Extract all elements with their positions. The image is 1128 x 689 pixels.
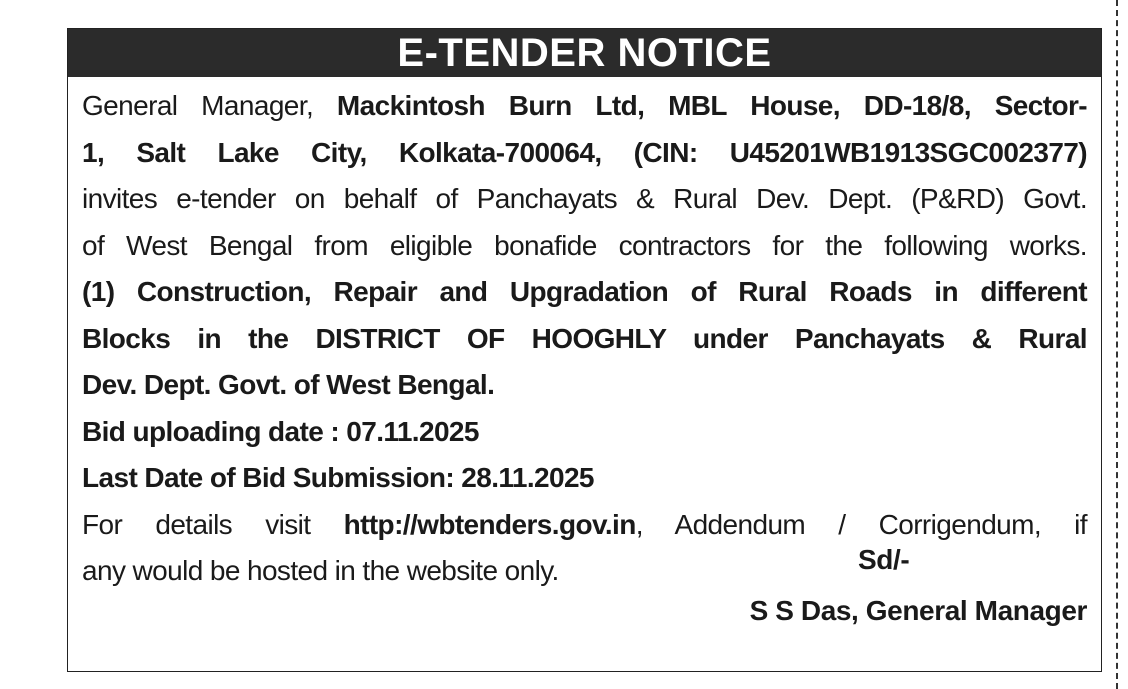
- invite-line-2: of West Bengal from eligible bonafide contractors for the following works.: [82, 229, 1087, 261]
- details-line-2: any would be hosted in the website only.: [82, 555, 559, 586]
- issuer-name-address: Mackintosh Burn Ltd, MBL House, DD-18/8, Sector-: [336, 90, 1087, 121]
- issuer-line-1: [82, 83, 1087, 130]
- tender-notice-box: [67, 28, 1102, 672]
- details-prefix: For details visit: [82, 508, 344, 540]
- last-date-bid-submission: Last Date of Bid Submission: 28.11.2025: [82, 462, 594, 493]
- details-suffix: , Addendum / Corrigendum, if: [635, 508, 1087, 540]
- issuer-line-2: 1, Salt Lake City, Kolkata-700064, (CIN: U45201WB1913SGC002377): [82, 136, 1087, 168]
- details-line-1: [82, 502, 1087, 549]
- tender-website-link[interactable]: http://wbtenders.gov.in: [343, 508, 636, 540]
- signature-mark: Sd/-: [858, 544, 910, 575]
- notice-body: [68, 77, 1101, 595]
- bid-uploading-date: Bid uploading date : 07.11.2025: [82, 415, 479, 447]
- signatory-name: S S Das, General Manager: [749, 595, 1087, 626]
- invite-line-1: invites e-tender on behalf of Panchayats & Rural Dev. Dept. (P&RD) Govt.: [82, 183, 1087, 214]
- page-edge-dashed-border: [1116, 0, 1118, 689]
- work-description-line-3: Dev. Dept. Govt. of West Bengal.: [82, 369, 495, 400]
- work-description-line-2: Blocks in the DISTRICT OF HOOGHLY under Panchayats & Rural: [82, 322, 1087, 354]
- issuer-prefix: General Manager,: [82, 90, 337, 121]
- notice-title: E-TENDER NOTICE: [68, 29, 1101, 77]
- work-description-line-1: (1) Construction, Repair and Upgradation of Rural Roads in different: [82, 276, 1087, 307]
